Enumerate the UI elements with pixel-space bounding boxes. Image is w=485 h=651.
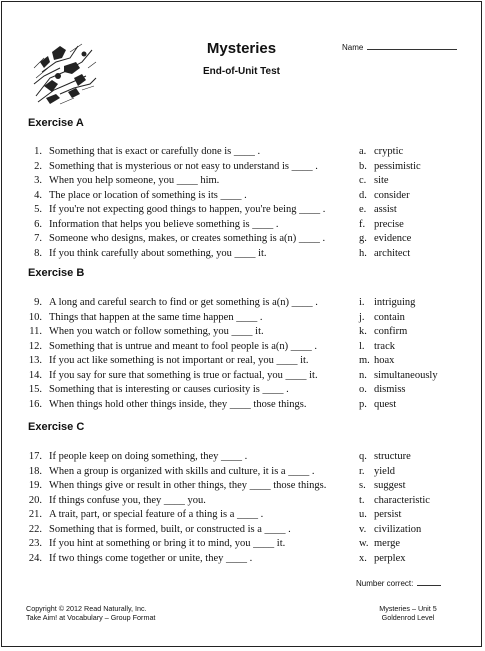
option-letter: n. (359, 369, 367, 381)
question-text: If you act like something is not important or real, you ____ it. (49, 355, 309, 367)
option-word: confirm (374, 326, 408, 338)
question-number: 8. (34, 247, 42, 259)
option-word: hoax (374, 355, 395, 367)
question-text: When things hold other things inside, they ____ those things. (49, 398, 307, 410)
option-letter: u. (359, 509, 367, 521)
question-number: 1. (34, 146, 42, 157)
copyright-text: Copyright © 2012 Read Naturally, Inc. (26, 604, 147, 613)
question-text: Something that is interesting or causes curiosity is ____ . (49, 384, 289, 396)
question-text: Something that is untrue and meant to fool people is a(n) ____ . (49, 340, 317, 352)
question-number: 23. (28, 538, 42, 550)
name-blank[interactable] (367, 42, 457, 50)
option-letter: d. (359, 189, 367, 201)
question-number: 10. (28, 311, 42, 323)
question-text: If you're not expecting good things to happen, you're being ____ . (49, 204, 326, 216)
option-word: perplex (374, 552, 406, 564)
question-number: 15. (28, 384, 42, 396)
option-letter: q. (359, 451, 367, 462)
question-number: 16. (28, 398, 42, 410)
question-number: 14. (28, 369, 42, 381)
option-letter: a. (359, 146, 367, 157)
footer-right (362, 604, 454, 622)
option-letter: b. (359, 160, 367, 172)
option-letter: i. (359, 297, 365, 308)
question-text: If things confuse you, they ____ you. (49, 494, 206, 506)
option-word: yield (374, 465, 395, 477)
question-text: Something that is exact or carefully done is ____ . (49, 146, 261, 157)
option-word: persist (374, 509, 402, 521)
question-text: The place or location of something is its ____ . (49, 189, 247, 201)
number-correct-label: Number correct: (356, 579, 414, 588)
question-number: 4. (34, 189, 42, 201)
option-word: architect (374, 247, 411, 259)
number-correct-blank[interactable] (417, 578, 441, 586)
question-text: When things give or result in other things, they ____ those things. (49, 480, 327, 492)
option-word: precise (374, 218, 404, 230)
question-number: 3. (34, 175, 42, 187)
option-word: cryptic (374, 146, 404, 157)
option-letter: k. (359, 326, 367, 338)
product-text: Take Aim! at Vocabulary – Group Format (26, 613, 156, 622)
question-text: Things that happen at the same time happen ____ . (49, 311, 263, 323)
option-letter: h. (359, 247, 367, 259)
option-letter: v. (359, 523, 367, 535)
question-text: A trait, part, or special feature of a thing is a ____ . (49, 509, 264, 521)
option-letter: e. (359, 204, 367, 216)
question-text: A long and careful search to find or get something is a(n) ____ . (49, 297, 318, 308)
option-letter: c. (359, 175, 367, 187)
option-word: assist (374, 204, 397, 216)
option-letter: t. (359, 494, 365, 506)
question-text: If you say for sure that something is true or factual, you ____ it. (49, 369, 318, 381)
question-number: 17. (28, 451, 42, 462)
option-letter: x. (359, 552, 367, 564)
option-word: suggest (374, 480, 406, 492)
question-number: 2. (34, 160, 42, 172)
option-word: intriguing (374, 297, 416, 308)
question-number: 20. (28, 494, 42, 506)
question-number: 24. (28, 552, 42, 564)
question-text: If two things come together or unite, they ____ . (49, 552, 253, 564)
exercise-heading: Exercise A (28, 117, 84, 129)
question-text: If people keep on doing something, they ____ . (49, 451, 248, 462)
footer-left (26, 604, 155, 622)
option-word: structure (374, 451, 411, 462)
question-number: 7. (34, 233, 42, 245)
option-letter: p. (359, 398, 367, 410)
question-number: 13. (28, 355, 42, 367)
option-letter: w. (359, 538, 369, 550)
question-text: If you hint at something or bring it to mind, you ____ it. (49, 538, 286, 550)
question-text: When a group is organized with skills and culture, it is a ____ . (49, 465, 315, 477)
option-letter: g. (359, 233, 367, 245)
unit-text: Mysteries – Unit 5 (379, 604, 437, 613)
option-letter: l. (359, 340, 365, 352)
option-word: evidence (374, 233, 412, 245)
question-number: 18. (28, 465, 42, 477)
number-correct[interactable] (356, 578, 441, 588)
name-label: Name (342, 43, 364, 52)
option-letter: f. (359, 218, 366, 230)
option-letter: j. (359, 311, 365, 323)
option-word: dismiss (374, 384, 406, 396)
option-word: site (374, 175, 389, 187)
question-text: Something that is formed, built, or constructed is a ____ . (49, 523, 291, 535)
question-number: 19. (28, 480, 42, 492)
option-word: civilization (374, 523, 422, 535)
option-word: consider (374, 189, 410, 201)
name-field[interactable] (342, 42, 457, 52)
question-number: 11. (29, 326, 42, 338)
exercise-heading: Exercise B (28, 267, 85, 279)
question-text: When you watch or follow something, you ____ it. (49, 326, 264, 338)
page-subtitle: End-of-Unit Test (202, 66, 281, 77)
question-text: If you think carefully about something, you ____ it. (49, 247, 267, 259)
option-word: contain (374, 311, 405, 323)
option-word: characteristic (374, 494, 430, 506)
option-word: simultaneously (374, 369, 438, 381)
question-text: Information that helps you believe something is ____ . (49, 218, 279, 230)
option-word: merge (374, 538, 401, 550)
option-word: quest (374, 398, 397, 410)
option-word: track (374, 340, 395, 352)
question-number: 6. (34, 218, 42, 230)
question-text: When you help someone, you ____ him. (49, 175, 220, 187)
question-number: 21. (28, 509, 42, 521)
question-number: 22. (28, 523, 42, 535)
question-text: Something that is mysterious or not easy to understand is ____ . (49, 160, 318, 172)
option-letter: r. (359, 465, 365, 477)
option-letter: s. (359, 480, 366, 492)
option-letter: o. (359, 384, 367, 396)
test-page (1, 1, 482, 647)
question-number: 5. (34, 204, 42, 216)
question-number: 12. (28, 340, 42, 352)
option-letter: m. (359, 355, 370, 367)
option-word: pessimistic (374, 160, 421, 172)
question-number: 9. (34, 297, 42, 308)
question-text: Someone who designs, makes, or creates something is a(n) ____ . (49, 233, 326, 245)
exercise-heading: Exercise C (28, 421, 85, 433)
level-text: Goldenrod Level (381, 613, 435, 622)
page-title: Mysteries (206, 40, 277, 57)
